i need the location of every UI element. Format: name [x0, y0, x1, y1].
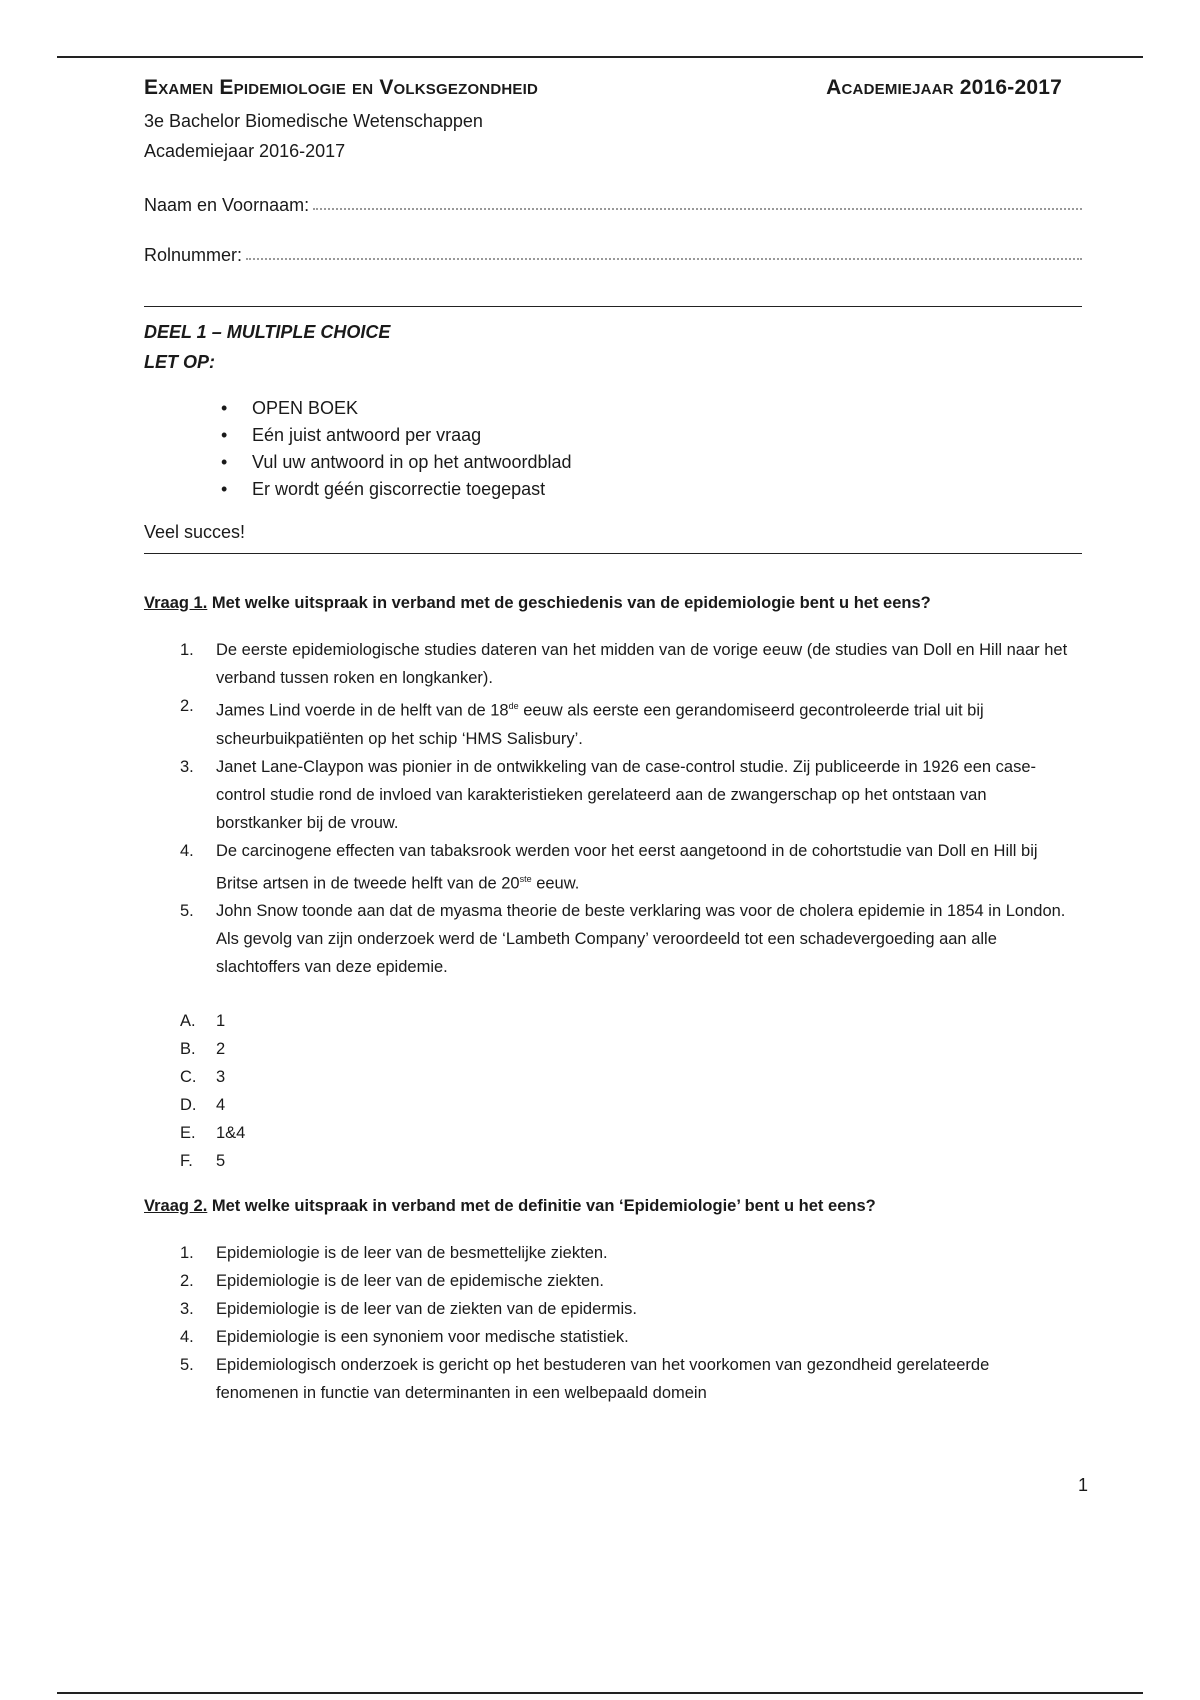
instruction-item: • Eén juist antwoord per vraag — [252, 422, 1082, 449]
statement-item — [180, 636, 1082, 692]
answer-option — [180, 1091, 1082, 1119]
roll-number-label: Rolnummer: — [144, 245, 243, 265]
answer-option — [180, 1007, 1082, 1035]
statement-text: Epidemiologie is een synoniem voor medische statistiek. — [216, 1328, 629, 1346]
question-1 — [144, 590, 1082, 616]
option-value: 1&4 — [216, 1124, 246, 1142]
option-value: 2 — [216, 1040, 226, 1058]
section-divider-bottom — [144, 553, 1082, 554]
academic-year-label: Academiejaar 2016-2017 — [826, 76, 1062, 99]
option-letter: B. — [180, 1040, 196, 1058]
statement-text: De eerste epidemiologische studies dateren van het midden van de vorige eeuw (de studies van Doll en Hill naar het verband tussen roken en longkanker). — [216, 641, 1068, 687]
answer-option — [180, 1063, 1082, 1091]
statement-text: Epidemiologie is de leer van de ziekten van de epidermis. — [216, 1300, 637, 1318]
statement-item — [180, 897, 1082, 981]
name-dotted-line[interactable] — [313, 207, 1082, 210]
option-value: 5 — [216, 1152, 226, 1170]
question-2-text: Met welke uitspraak in verband met de definitie van ‘Epidemiologie’ bent u het eens? — [207, 1197, 876, 1215]
program-line: 3e Bachelor Biomedische Wetenschappen — [144, 111, 483, 131]
statement-text: Epidemiologie is de leer van de besmettelijke ziekten. — [216, 1244, 608, 1262]
question-1-options — [144, 1007, 1082, 1175]
statement-number: 4. — [180, 841, 194, 860]
exam-title: Examen Epidemiologie en Volksgezondheid — [144, 76, 539, 99]
statement-number: 3. — [180, 1300, 194, 1318]
roll-number-dotted-line[interactable] — [246, 257, 1082, 260]
option-value: 4 — [216, 1096, 226, 1114]
exam-page — [144, 76, 1082, 1407]
option-letter: A. — [180, 1012, 196, 1030]
option-value: 3 — [216, 1068, 226, 1086]
part-title: DEEL 1 – MULTIPLE CHOICE — [144, 322, 391, 342]
instruction-item: • Er wordt géén giscorrectie toegepast — [252, 476, 1082, 503]
answer-option — [180, 1119, 1082, 1147]
header — [144, 76, 1082, 106]
question-2 — [144, 1193, 1082, 1219]
name-field[interactable] — [144, 186, 1082, 216]
statement-item — [180, 1295, 1082, 1323]
bottom-rule — [57, 1692, 1143, 1694]
statement-text: Janet Lane-Claypon was pionier in de ontwikkeling van de case-control studie. Zij publiceerde in 1926 een case-control studie rond de invloed van karakteristieken gerelateerd aan de zwangerschap op het ontstaan van borstkanker bij de vrouw. — [216, 757, 1036, 832]
roll-number-field[interactable] — [144, 236, 1082, 266]
statement-item — [180, 1351, 1082, 1407]
question-1-text: Met welke uitspraak in verband met de geschiedenis van de epidemiologie bent u het eens? — [207, 594, 931, 612]
option-letter: D. — [180, 1096, 197, 1114]
statement-item — [180, 837, 1082, 898]
option-letter: F. — [180, 1152, 193, 1170]
statement-text: De carcinogene effecten van tabaksrook werden voor het eerst aangetoond in de cohortstudie van Doll en Hill bij Britse artsen in de tweede helft van de 20 — [216, 841, 1038, 892]
statement-text: eeuw. — [531, 874, 580, 892]
question-2-statements — [144, 1239, 1082, 1407]
page-number: 1 — [1078, 1475, 1089, 1495]
statement-text: Epidemiologie is de leer van de epidemische ziekten. — [216, 1272, 604, 1290]
option-letter: C. — [180, 1068, 197, 1086]
answer-option — [180, 1147, 1082, 1175]
year-line: Academiejaar 2016-2017 — [144, 141, 346, 161]
statement-text: James Lind voerde in de helft van de 18 — [216, 701, 509, 720]
statement-number: 1. — [180, 1244, 194, 1262]
answer-option — [180, 1035, 1082, 1063]
statement-text: eeuw als eerste een gerandomiseerd gecontroleerde trial uit bij scheurbuikpatiënten op het schip ‘HMS Salisbury’. — [216, 701, 984, 748]
instruction-item: • OPEN BOEK — [252, 395, 1082, 422]
statement-text: Epidemiologisch onderzoek is gericht op het bestuderen van het voorkomen van gezondheid gerelateerde fenomenen in functie van determinanten in een welbepaald domein — [216, 1356, 990, 1402]
statement-number: 3. — [180, 757, 194, 776]
superscript: de — [508, 701, 519, 711]
statement-number: 2. — [180, 697, 194, 715]
superscript: ste — [519, 873, 532, 884]
option-value: 1 — [216, 1012, 226, 1030]
statement-item — [180, 1323, 1082, 1351]
statement-number: 5. — [180, 902, 194, 920]
statement-item — [180, 692, 1082, 753]
statement-item — [180, 753, 1082, 837]
top-rule — [57, 56, 1143, 58]
attention-label: LET OP: — [144, 352, 215, 372]
instruction-item: • Vul uw antwoord in op het antwoordblad — [252, 449, 1082, 476]
statement-text: John Snow toonde aan dat de myasma theorie de beste verklaring was voor de cholera epidemie in 1854 in London. Als gevolg van zijn onderzoek werd de ‘Lambeth Company’ veroordeeld tot een schadevergoeding aan alle slachtoffers van deze epidemie. — [216, 902, 1066, 976]
option-letter: E. — [180, 1124, 196, 1142]
instruction-list — [144, 395, 1082, 503]
name-label: Naam en Voornaam: — [144, 195, 310, 215]
statement-number: 4. — [180, 1328, 194, 1346]
statement-item — [180, 1267, 1082, 1295]
statement-number: 2. — [180, 1272, 194, 1290]
statement-item — [180, 1239, 1082, 1267]
statement-number: 5. — [180, 1356, 194, 1374]
question-1-statements — [144, 636, 1082, 981]
question-1-number: Vraag 1. — [144, 594, 208, 612]
question-2-number: Vraag 2. — [144, 1197, 208, 1215]
section-divider-top — [144, 306, 1082, 307]
statement-number: 1. — [180, 641, 194, 659]
closing-text: Veel succes! — [144, 522, 246, 542]
